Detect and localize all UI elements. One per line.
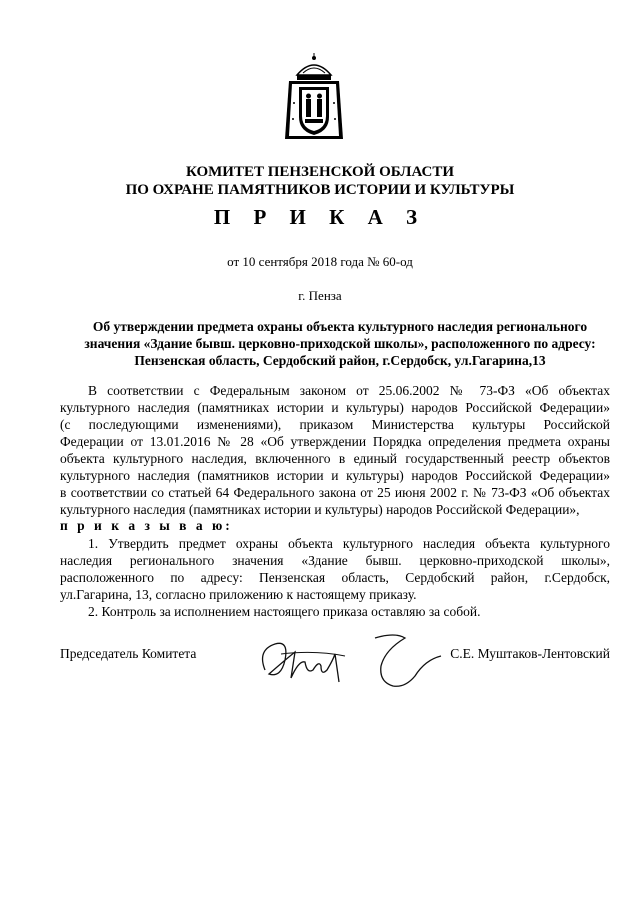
order-keyword: п р и к а з ы в а ю: (60, 518, 233, 533)
item1-line: наследия регионального значения «Здание бывш. церковно-приходской школы», (60, 553, 610, 568)
subject-line2: значения «Здание бывш. церковно-приходской школы», расположенного по адресу: (84, 336, 596, 351)
signatory-name: С.Е. Муштаков-Лентовский (450, 646, 610, 661)
org-name-line1: КОМИТЕТ ПЕНЗЕНСКОЙ ОБЛАСТИ (185, 164, 455, 180)
signatory-position: Председатель Комитета (60, 646, 197, 661)
item1-paragraph (60, 535, 610, 603)
preamble-line: В соответствии с Федеральным законом от 25.06.2002 № 73-ФЗ «Об объектах (88, 383, 610, 398)
document-date-number: от 10 сентября 2018 года № 60-од (227, 254, 413, 269)
item1-line: расположенного по адресу: Пензенская область, Сердобский район, г.Сердобск, (60, 570, 610, 585)
item1-line: 1. Утвердить предмет охраны объекта культурного наследия объекта культурного (88, 536, 610, 551)
preamble-line: объекта культурного наследия, включенного в единый государственный реестр объектов (60, 451, 610, 466)
preamble-line: культурного наследия (памятниках истории и культуры) народов Российской Федерации» (60, 400, 610, 415)
preamble-line: Федерации от 13.01.2016 № 28 «Об утверждении Порядка определения предмета охраны (60, 434, 610, 449)
document-title: П Р И К А З (213, 205, 427, 229)
subject-line3: Пензенская область, Сердобский район, г.Сердобск, ул.Гагарина,13 (134, 353, 546, 368)
preamble-line: культурного наследия (памятниках истории и культуры) народов Российской Федерации», (60, 502, 580, 517)
item2-paragraph: 2. Контроль за исполнением настоящего приказа оставляю за собой. (88, 604, 481, 619)
preamble-line: (с последующими изменениями), приказом Министерства культуры Российской (60, 417, 610, 432)
org-name-line2: ПО ОХРАНЕ ПАМЯТНИКОВ ИСТОРИИ И КУЛЬТУРЫ (125, 182, 515, 198)
preamble-line: в соответствии со статьей 64 Федерального закона от 25 июня 2002 г. № 73-ФЗ «Об объектах (60, 485, 610, 500)
preamble-line: культурного наследия (памятников истории и культуры) народов Российской Федерации» (60, 468, 610, 483)
handwritten-signature (255, 630, 445, 690)
document-city: г. Пенза (298, 288, 342, 303)
subject-line1: Об утверждении предмета охраны объекта культурного наследия регионального (92, 319, 588, 334)
preamble-paragraph (60, 382, 610, 518)
item1-line: ул.Гагарина, 13, согласно приложению к настоящему приказу. (60, 587, 417, 602)
coat-of-arms-emblem (283, 53, 345, 141)
